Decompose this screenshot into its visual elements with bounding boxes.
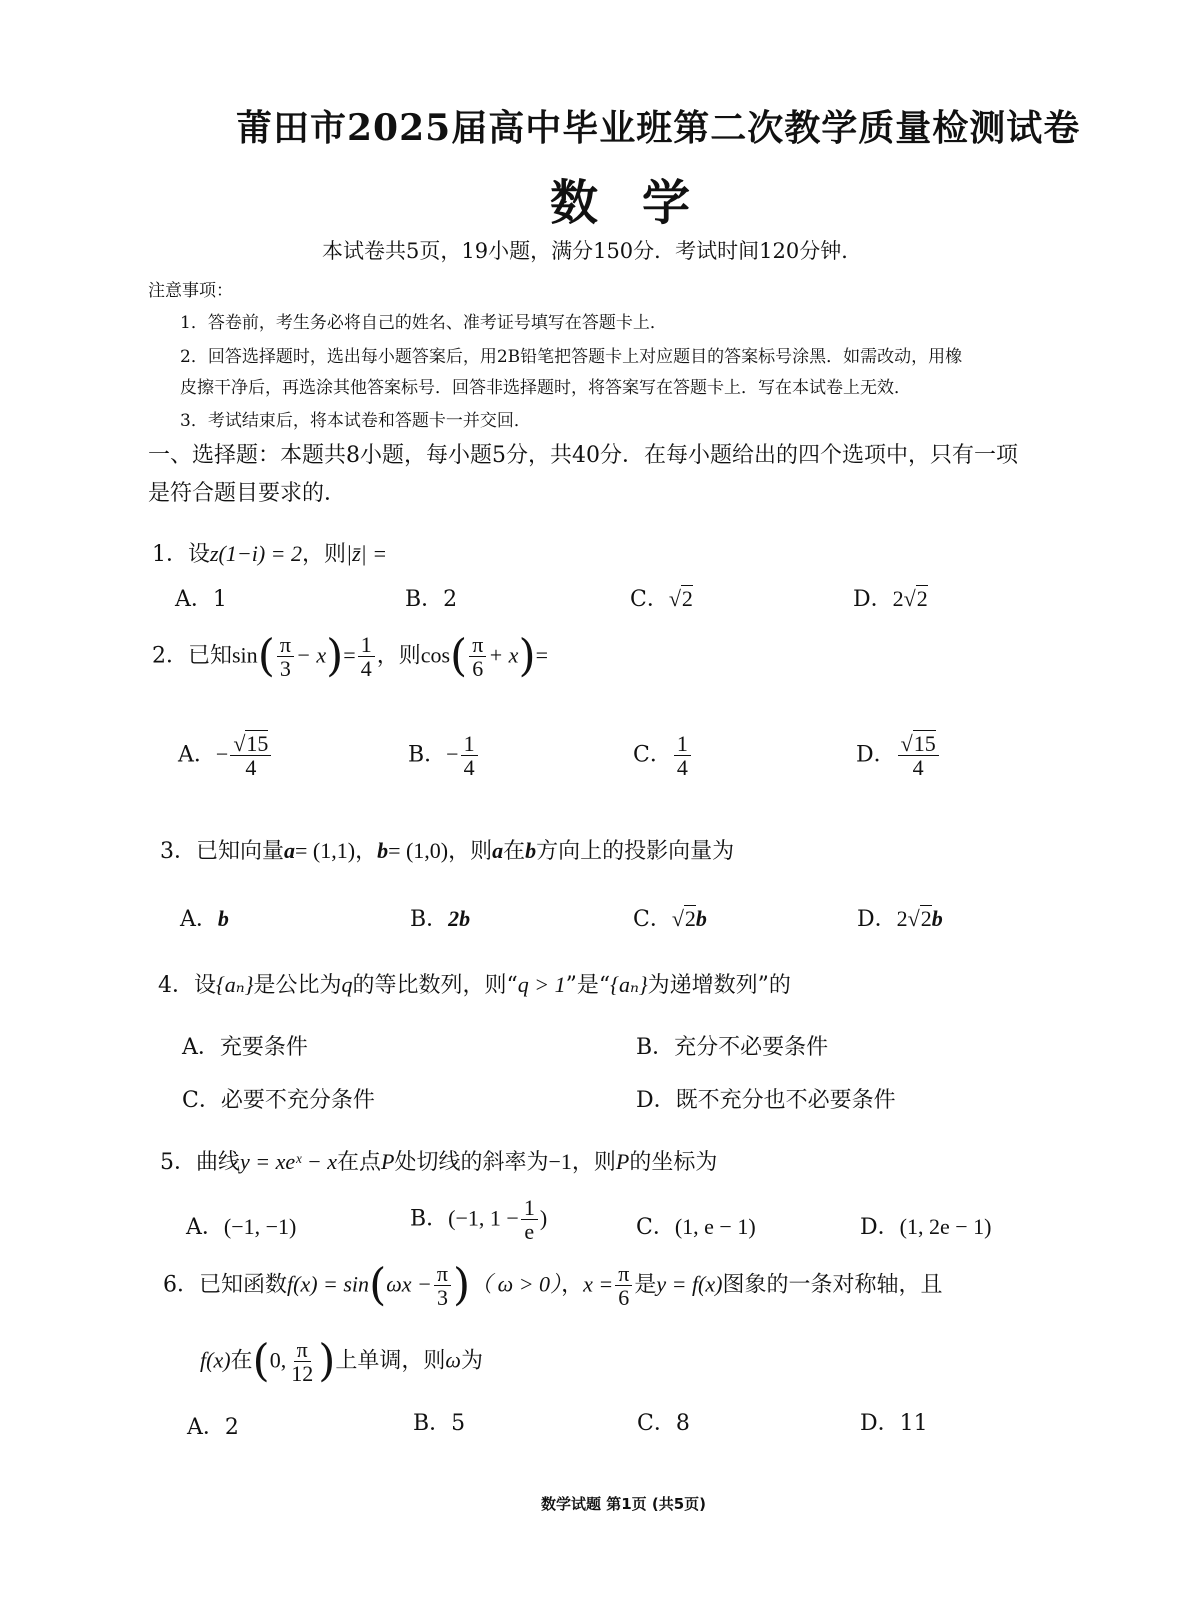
- q4-option-b: B．充分不必要条件: [636, 1035, 829, 1060]
- q5-option-c: C．(1, e − 1): [636, 1214, 756, 1240]
- q5-option-b: B．(−1, 1 − $\frac{1}{e}$ ): [410, 1195, 548, 1245]
- question-1: 1．设z(1−i) = 2，则|z̄| =: [152, 541, 388, 567]
- q1-option-c: C．√2: [630, 586, 693, 612]
- question-3: 3．已知向量a= (1,1)，b= (1,0)，则a在b方向上的投影向量为: [160, 838, 735, 864]
- question-4: 4．设{aₙ}是公比为q的等比数列，则“q > 1”是“{aₙ}为递增数列”的: [158, 972, 791, 998]
- q5-option-a: A．(−1, −1): [186, 1214, 297, 1240]
- q1-option-a: A．1: [175, 587, 227, 612]
- q4-option-a: A．充要条件: [182, 1035, 308, 1060]
- q3-option-a: A．b: [180, 906, 229, 932]
- q2-option-a: A．− $\frac{√15}{4}$: [178, 732, 273, 779]
- notice-item-2a: 2．回答选择题时，选出每小题答案后，用2B铅笔把答题卡上对应题目的答案标号涂黑．如需改动，用橡: [180, 347, 963, 367]
- q6-option-b: B．5: [413, 1411, 466, 1436]
- q6-option-d: D．11: [860, 1411, 928, 1436]
- question-6: 6．已知函数f(x) = sin(ωx − $\frac{\pi}{3}$ )（ ω > 0），x = $\frac{\pi}{6}$ 是y = f(x)图象的一条对称轴，且: [163, 1259, 943, 1311]
- section-heading-line-2: 是符合题目要求的．: [148, 481, 347, 506]
- q6-option-c: C．8: [637, 1411, 690, 1436]
- q5-option-d: D．(1, 2e − 1): [860, 1214, 992, 1240]
- question-6-line-2: f(x)在(0, $\frac{\pi}{12}$ )上单调，则ω为: [200, 1335, 483, 1387]
- exam-intro: 本试卷共5页，19小题，满分150分．考试时间120分钟．: [322, 239, 863, 263]
- q3-option-d: D．2√2b: [857, 906, 943, 932]
- q1-option-d: D．2√2: [853, 586, 928, 612]
- q2-option-c: C． $\frac{1}{4}$: [633, 732, 693, 779]
- exam-title: 莆田市2025届高中毕业班第二次教学质量检测试卷: [236, 107, 1081, 149]
- question-5: 5．曲线y = xeˣ − x在点P处切线的斜率为−1，则P的坐标为: [160, 1149, 718, 1175]
- notice-heading: 注意事项：: [148, 281, 233, 301]
- q4-option-d: D．既不充分也不必要条件: [636, 1088, 896, 1113]
- q1-option-b: B．2: [405, 587, 458, 612]
- notice-item-1: 1．答卷前，考生务必将自己的姓名、准考证号填写在答题卡上．: [180, 313, 667, 333]
- q4-option-c: C．必要不充分条件: [182, 1088, 375, 1113]
- section-heading-line-1: 一、选择题：本题共8小题，每小题5分，共40分．在每小题给出的四个选项中，只有一项: [148, 443, 1018, 468]
- q3-option-c: C．√2b: [633, 906, 707, 932]
- q6-option-a: A．2: [187, 1415, 239, 1440]
- q3-option-b: B．2b: [410, 906, 471, 932]
- q2-option-b: B．− $\frac{1}{4}$: [408, 732, 480, 779]
- page-footer: 数学试题 第1页 (共5页): [541, 1495, 707, 1513]
- subject-title: 数学: [550, 175, 735, 231]
- q2-option-d: D． $\frac{√15}{4}$: [856, 732, 941, 779]
- notice-item-2b: 皮擦干净后，再选涂其他答案标号．回答非选择题时，将答案写在答题卡上．写在本试卷上无效．: [180, 378, 911, 398]
- notice-item-3: 3．考试结束后，将本试卷和答题卡一并交回．: [180, 411, 531, 431]
- question-2: 2．已知sin( $\frac{\pi}{3}$ − x)= $\frac{1}{4}$ ，则cos( $\frac{\pi}{6}$ + x)=: [152, 630, 549, 682]
